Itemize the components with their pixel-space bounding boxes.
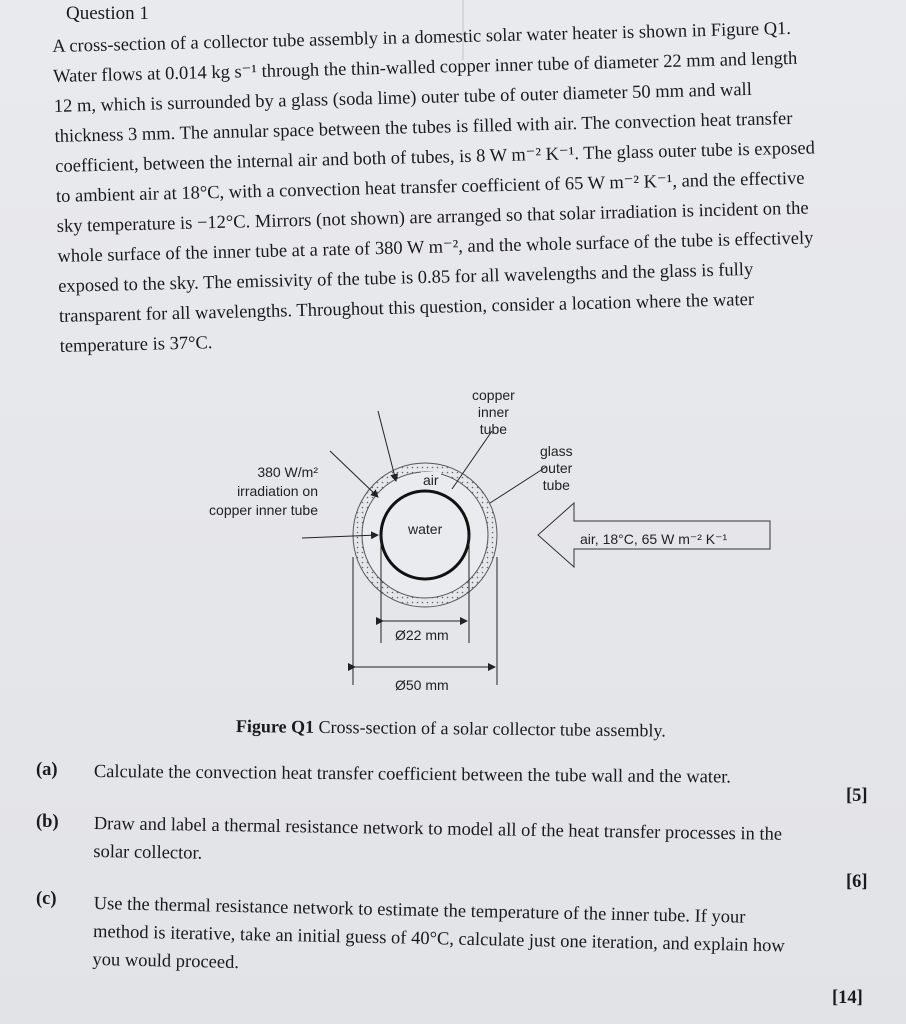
part-c-text: Use the thermal resistance network to estimate the temperature of the inner tube. If your method is iterative, take an initial guess of 40°C, calculate just one iteration, and explain how you would proceed. [92, 893, 785, 974]
outer-diameter-label: Ø50 mm [395, 677, 449, 693]
figure-caption [236, 716, 666, 742]
part-b-marks: [6] [846, 872, 868, 892]
irradiation-arrow [378, 411, 396, 481]
intro-line: transparent for all wavelengths. Throughout this question, consider a location where the water [58, 289, 755, 327]
copper-tube-label: copper inner tube [472, 387, 515, 437]
ambient-air-label: air, 18°C, 65 W m⁻² K⁻¹ [580, 531, 728, 547]
part-b-text: Draw and label a thermal resistance network to model all of the heat transfer processes in the solar collector. [93, 813, 783, 864]
part-b-label: (b) [36, 812, 59, 832]
intro-line: thickness 3 mm. The annular space between the tubes is filled with air. The convection heat transfer [54, 108, 793, 147]
intro-line: whole surface of the inner tube at a rate of 380 W m⁻², and the whole surface of the tube is effectively [57, 228, 814, 267]
question-title: Question 1 [66, 3, 149, 24]
intro-line: A cross-section of a collector tube assembly in a domestic solar water heater is shown in Figure Q1. [52, 18, 792, 57]
intro-paragraph [52, 12, 884, 362]
part-a-marks: [5] [846, 786, 868, 806]
air-label: air [423, 472, 439, 488]
intro-line: temperature is 37°C. [59, 333, 213, 357]
part-c-label: (c) [36, 889, 57, 909]
glass-leader [490, 467, 546, 503]
part-a-label: (a) [36, 760, 58, 780]
inner-diameter-label: Ø22 mm [395, 627, 449, 643]
part-c-marks: [14] [832, 988, 863, 1008]
figure-q1 [190, 385, 790, 695]
water-label: water [408, 521, 443, 537]
figure-caption-label: Figure Q1 [235, 716, 315, 737]
intro-line: coefficient, between the internal air and both of tubes, is 8 W m⁻² K⁻¹. The glass outer tube is exposed [55, 138, 816, 177]
intro-line: sky temperature is −12°C. Mirrors (not shown) are arranged so that solar irradiation is incident on the [56, 198, 809, 237]
intro-line: to ambient air at 18°C, with a convection heat transfer coefficient of 65 W m⁻² K⁻¹, and the effective [55, 168, 805, 207]
figure-caption-text: Cross-section of a solar collector tube assembly. [313, 716, 666, 741]
intro-line: 12 m, which is surrounded by a glass (soda lime) outer tube of outer diameter 50 mm and wall [53, 79, 753, 117]
irradiation-label: 380 W/m² irradiation on copper inner tube [209, 464, 318, 518]
irradiation-arrow [330, 451, 378, 497]
intro-line: exposed to the sky. The emissivity of the tube is 0.85 for all wavelengths and the glass is fully [57, 259, 754, 297]
glass-tube-label: glass outer tube [540, 443, 573, 493]
intro-line: Water flows at 0.014 kg s⁻¹ through the thin-walled copper inner tube of diameter 22 mm and length [52, 48, 798, 87]
part-a-text: Calculate the convection heat transfer coefficient between the tube wall and the water. [93, 761, 732, 788]
